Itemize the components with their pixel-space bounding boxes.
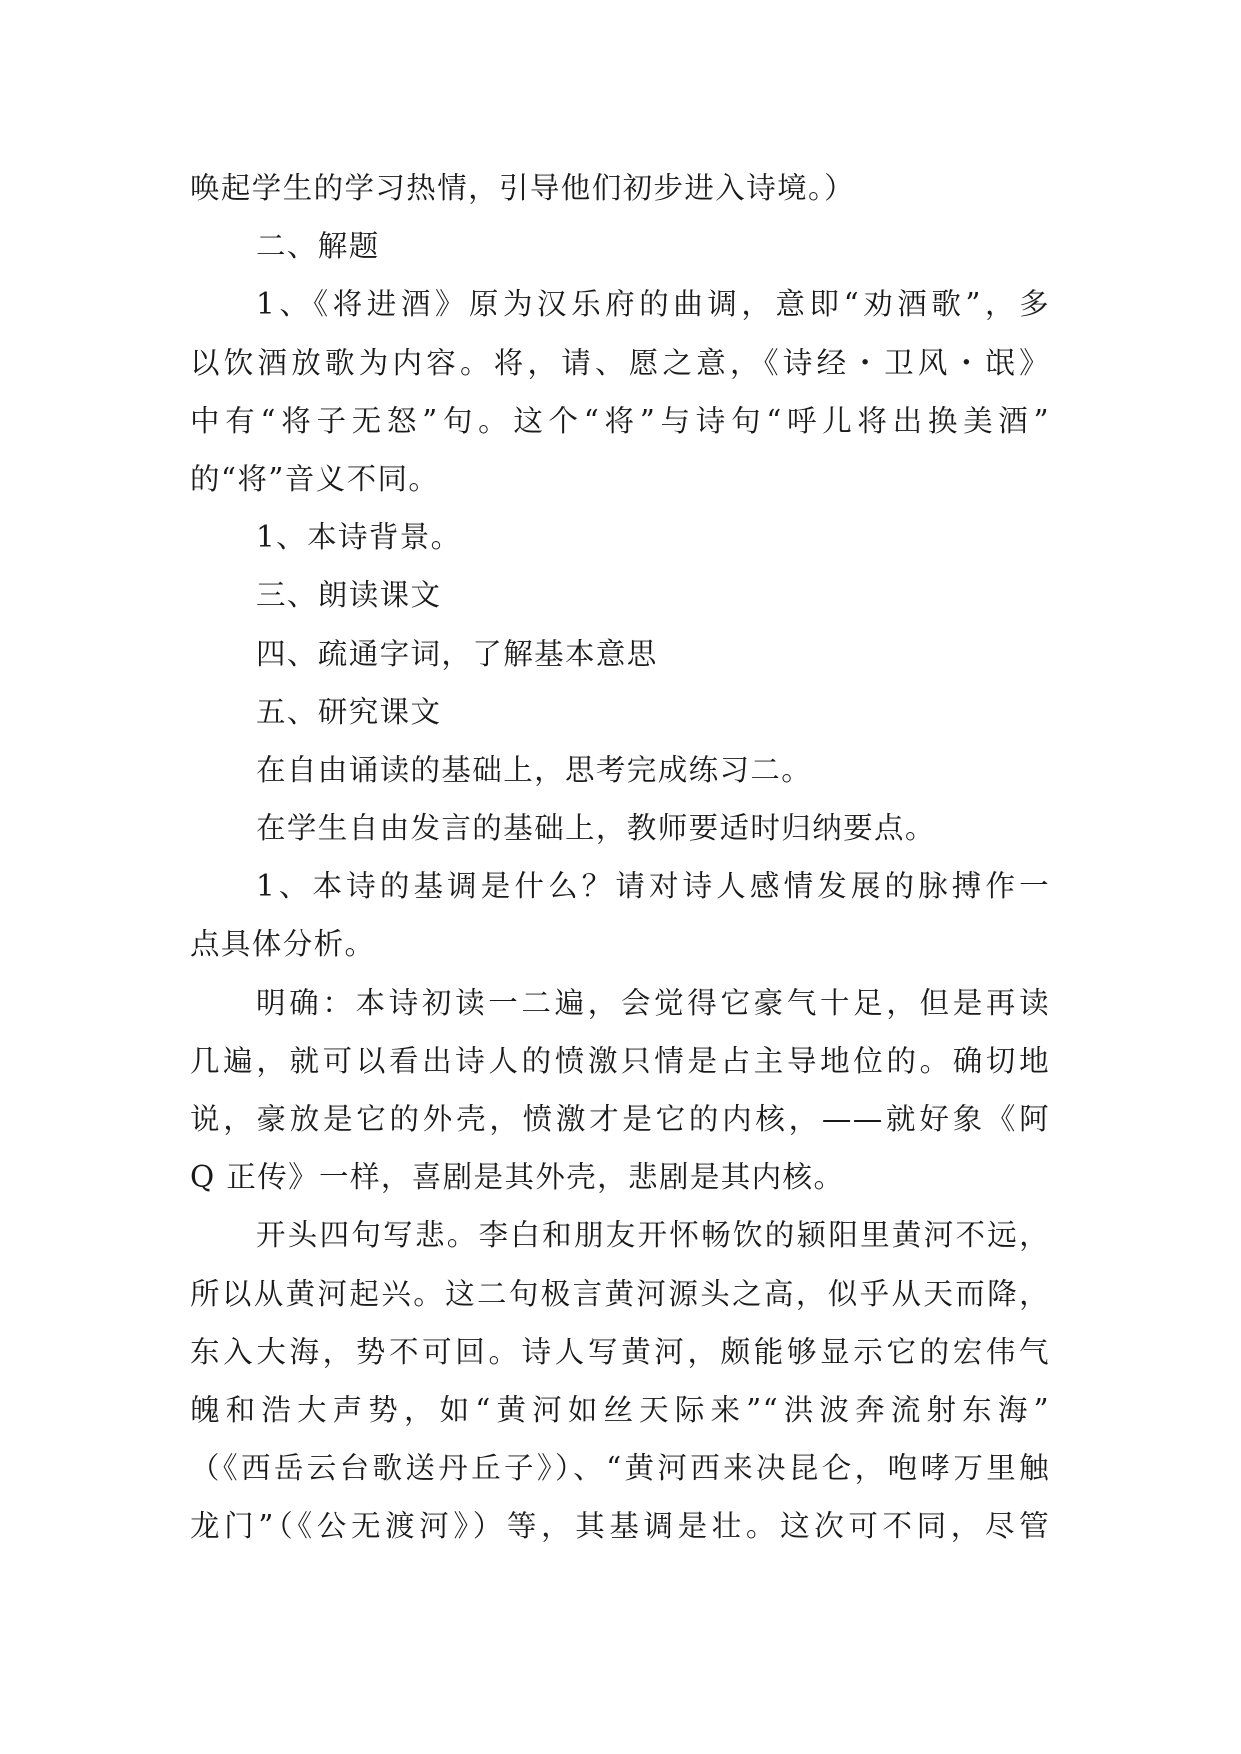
text-line: 在自由诵读的基础上，思考完成练习二。	[256, 752, 813, 787]
text-line: Q 正传》一样，喜剧是其外壳，悲剧是其内核。	[190, 1160, 845, 1195]
text-line: 明确：本诗初读一二遍，会觉得它豪气十足，但是再读	[256, 985, 1050, 1020]
text-line: 说，豪放是它的外壳，愤激才是它的内核，——就好象《阿	[190, 1102, 1050, 1136]
text-line: 的“将”音义不同。	[190, 461, 440, 496]
text-line: 以饮酒放歌为内容。将，请、愿之意，《诗经・卫风・氓》	[190, 345, 1050, 380]
text-line: 龙门”（《公无渡河》）等，其基调是壮。这次可不同，尽管	[190, 1509, 1050, 1544]
text-line: 唤起学生的学习热情，引导他们初步进入诗境。）	[190, 171, 856, 205]
section-heading: 二、解题	[256, 229, 380, 264]
text-line: （《西岳云台歌送丹丘子》）、“黄河西来决昆仑，咆哮万里触	[190, 1451, 1050, 1486]
text-line: 1、本诗的基调是什么？请对诗人感情发展的脉搏作一	[256, 869, 1050, 904]
text-line: 1、本诗背景。	[256, 520, 462, 555]
text-line: 点具体分析。	[190, 927, 376, 962]
text-line: 开头四句写悲。李白和朋友开怀畅饮的颍阳里黄河不远，	[256, 1218, 1050, 1253]
text-line: 几遍，就可以看出诗人的愤激只情是占主导地位的。确切地	[190, 1043, 1050, 1078]
text-line: 东入大海，势不可回。诗人写黄河，颇能够显示它的宏伟气	[190, 1334, 1050, 1369]
text-line: 1、《将进酒》原为汉乐府的曲调，意即“劝酒歌”，多	[256, 287, 1050, 322]
section-heading: 五、研究课文	[256, 694, 442, 729]
text-line: 在学生自由发言的基础上，教师要适时归纳要点。	[256, 811, 936, 846]
text-line: 魄和浩大声势，如“黄河如丝天际来”“洪波奔流射东海”	[190, 1392, 1050, 1427]
section-heading: 三、朗读课文	[256, 578, 442, 613]
section-heading: 四、疏通字词，了解基本意思	[256, 636, 658, 671]
text-line: 中有“将子无怒”句。这个“将”与诗句“呼儿将出换美酒”	[190, 403, 1050, 438]
document-body	[190, 159, 1050, 1556]
text-line: 所以从黄河起兴。这二句极言黄河源头之高，似乎从天而降，	[190, 1276, 1050, 1311]
